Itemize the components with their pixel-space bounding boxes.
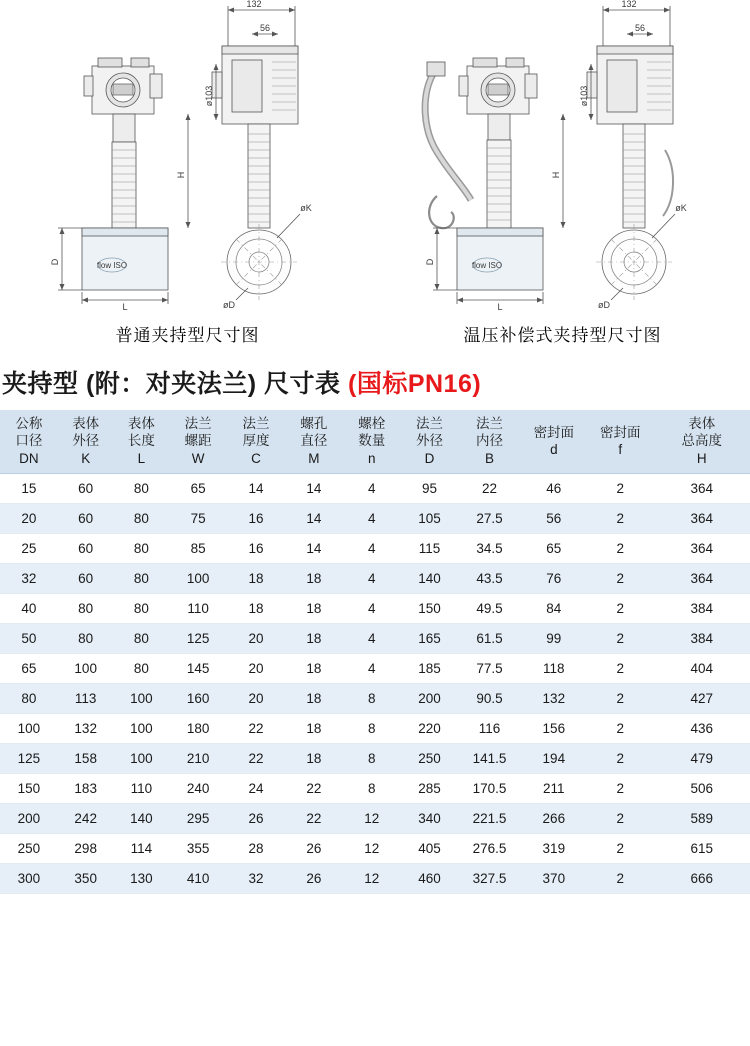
cell-seal-d: 56 (521, 503, 587, 533)
table-row (0, 533, 750, 563)
cell-w: 210 (169, 743, 227, 773)
cell-h: 384 (653, 623, 750, 653)
cell-c: 22 (227, 713, 285, 743)
cell-w: 145 (169, 653, 227, 683)
column-header-b: 法兰 内径 B (458, 410, 520, 473)
cell-k: 132 (58, 713, 114, 743)
cell-dn: 65 (0, 653, 58, 683)
cell-n: 4 (343, 473, 401, 503)
cell-h: 364 (653, 533, 750, 563)
label-phi103-left: ø103 (204, 85, 214, 107)
cell-k: 80 (58, 623, 114, 653)
cell-b: 276.5 (458, 833, 520, 863)
cell-dn: 50 (0, 623, 58, 653)
table-row (0, 833, 750, 863)
cell-d: 185 (401, 653, 459, 683)
cell-seal-f: 2 (587, 803, 653, 833)
cell-c: 32 (227, 863, 285, 893)
cell-l: 80 (114, 653, 170, 683)
cell-h: 506 (653, 773, 750, 803)
column-header-dn: 公称 口径 DN (0, 410, 58, 473)
cell-seal-f: 2 (587, 563, 653, 593)
cell-l: 100 (114, 713, 170, 743)
cell-k: 80 (58, 593, 114, 623)
cell-n: 8 (343, 683, 401, 713)
cell-m: 18 (285, 713, 343, 743)
column-header-d: 法兰 外径 D (401, 410, 459, 473)
cell-b: 170.5 (458, 773, 520, 803)
cell-d: 285 (401, 773, 459, 803)
column-header-seal-f: 密封面 f (587, 410, 653, 473)
cell-m: 18 (285, 563, 343, 593)
cell-dn: 40 (0, 593, 58, 623)
cell-m: 18 (285, 653, 343, 683)
column-header-l: 表体 长度 L (114, 410, 170, 473)
cell-b: 221.5 (458, 803, 520, 833)
cell-c: 16 (227, 533, 285, 563)
cell-l: 130 (114, 863, 170, 893)
cell-b: 116 (458, 713, 520, 743)
cell-c: 22 (227, 743, 285, 773)
cell-n: 4 (343, 503, 401, 533)
cell-k: 298 (58, 833, 114, 863)
cell-l: 140 (114, 803, 170, 833)
label-height-right: H (551, 171, 561, 179)
cell-m: 14 (285, 473, 343, 503)
table-title (0, 358, 750, 410)
cell-c: 26 (227, 803, 285, 833)
cell-dn: 15 (0, 473, 58, 503)
cell-h: 666 (653, 863, 750, 893)
cell-m: 22 (285, 803, 343, 833)
column-header-m: 螺孔 直径 M (285, 410, 343, 473)
cell-m: 26 (285, 833, 343, 863)
table-row (0, 503, 750, 533)
table-row (0, 593, 750, 623)
cell-d: 340 (401, 803, 459, 833)
cell-w: 240 (169, 773, 227, 803)
cell-dn: 300 (0, 863, 58, 893)
cell-dn: 200 (0, 803, 58, 833)
cell-c: 20 (227, 683, 285, 713)
table-title-main: 夹持型 (附：对夹法兰) 尺寸表 (2, 370, 348, 398)
cell-w: 65 (169, 473, 227, 503)
table-row (0, 683, 750, 713)
cell-dn: 150 (0, 773, 58, 803)
cell-m: 18 (285, 593, 343, 623)
column-header-total-height: 表体 总高度 H (653, 410, 750, 473)
drawing-compensated-clamp (375, 0, 750, 358)
cell-b: 27.5 (458, 503, 520, 533)
table-row (0, 653, 750, 683)
cell-dn: 80 (0, 683, 58, 713)
cell-c: 28 (227, 833, 285, 863)
cell-seal-f: 2 (587, 863, 653, 893)
label-body-l-right: L (497, 302, 503, 312)
cell-l: 80 (114, 593, 170, 623)
table-row (0, 803, 750, 833)
cell-w: 110 (169, 593, 227, 623)
cell-seal-d: 132 (521, 683, 587, 713)
cell-seal-f: 2 (587, 473, 653, 503)
cell-w: 160 (169, 683, 227, 713)
cell-dn: 32 (0, 563, 58, 593)
cell-seal-d: 211 (521, 773, 587, 803)
cell-n: 12 (343, 833, 401, 863)
cell-k: 60 (58, 533, 114, 563)
label-phi103-right: ø103 (579, 85, 589, 107)
cell-seal-f: 2 (587, 773, 653, 803)
cell-h: 404 (653, 653, 750, 683)
label-body-d-left: D (50, 258, 60, 266)
table-title-highlight: (国标PN16) (348, 370, 482, 398)
cell-seal-d: 99 (521, 623, 587, 653)
table-row (0, 563, 750, 593)
cell-n: 4 (343, 533, 401, 563)
cell-m: 18 (285, 683, 343, 713)
cell-seal-d: 194 (521, 743, 587, 773)
cell-d: 405 (401, 833, 459, 863)
cell-h: 589 (653, 803, 750, 833)
column-header-n: 螺栓 数量 n (343, 410, 401, 473)
cell-dn: 125 (0, 743, 58, 773)
cell-b: 34.5 (458, 533, 520, 563)
table-row (0, 473, 750, 503)
cell-b: 327.5 (458, 863, 520, 893)
cell-w: 85 (169, 533, 227, 563)
cell-seal-f: 2 (587, 743, 653, 773)
column-header-c: 法兰 厚度 C (227, 410, 285, 473)
cell-seal-d: 370 (521, 863, 587, 893)
cell-k: 350 (58, 863, 114, 893)
cell-b: 49.5 (458, 593, 520, 623)
column-header-k: 表体 外径 K (58, 410, 114, 473)
cell-m: 14 (285, 533, 343, 563)
ordinary-clamp-svg (0, 0, 375, 330)
table-row (0, 863, 750, 893)
cell-h: 615 (653, 833, 750, 863)
cell-d: 220 (401, 713, 459, 743)
cell-n: 4 (343, 563, 401, 593)
cell-l: 80 (114, 503, 170, 533)
cell-m: 26 (285, 863, 343, 893)
cell-seal-d: 156 (521, 713, 587, 743)
label-body-d-right: D (425, 258, 435, 266)
cell-n: 12 (343, 863, 401, 893)
cell-d: 150 (401, 593, 459, 623)
cell-c: 24 (227, 773, 285, 803)
cell-m: 18 (285, 623, 343, 653)
cell-h: 384 (653, 593, 750, 623)
table-row (0, 713, 750, 743)
label-inner-width-left: 56 (259, 23, 271, 33)
cell-k: 242 (58, 803, 114, 833)
cell-seal-d: 76 (521, 563, 587, 593)
cell-m: 18 (285, 743, 343, 773)
cell-m: 14 (285, 503, 343, 533)
cell-l: 100 (114, 743, 170, 773)
cell-h: 364 (653, 503, 750, 533)
cell-l: 110 (114, 773, 170, 803)
cell-n: 12 (343, 803, 401, 833)
cell-n: 4 (343, 653, 401, 683)
label-body-l-left: L (122, 302, 128, 312)
label-top-width-right: 132 (621, 0, 637, 9)
drawing-section (0, 0, 750, 358)
label-brand-right: flow ISO (471, 261, 503, 270)
cell-seal-d: 84 (521, 593, 587, 623)
cell-l: 80 (114, 563, 170, 593)
caption-ordinary-clamp: 普通夹持型尺寸图 (115, 326, 260, 345)
table-head (0, 410, 750, 473)
cell-b: 22 (458, 473, 520, 503)
cell-d: 115 (401, 533, 459, 563)
cell-seal-d: 118 (521, 653, 587, 683)
cell-w: 180 (169, 713, 227, 743)
label-bore-left: øD (223, 300, 235, 310)
cell-seal-d: 266 (521, 803, 587, 833)
column-header-seal-d: 密封面 d (521, 410, 587, 473)
cell-dn: 25 (0, 533, 58, 563)
cell-seal-d: 46 (521, 473, 587, 503)
cell-n: 8 (343, 713, 401, 743)
cell-dn: 20 (0, 503, 58, 533)
cell-l: 80 (114, 533, 170, 563)
label-bore-right: øD (598, 300, 610, 310)
cell-d: 95 (401, 473, 459, 503)
cell-d: 200 (401, 683, 459, 713)
cell-n: 4 (343, 623, 401, 653)
cell-k: 183 (58, 773, 114, 803)
table-row (0, 623, 750, 653)
column-header-w: 法兰 螺距 W (169, 410, 227, 473)
cell-seal-f: 2 (587, 833, 653, 863)
label-bolt-circle-right: øK (675, 203, 687, 213)
cell-k: 100 (58, 653, 114, 683)
cell-seal-f: 2 (587, 623, 653, 653)
cell-k: 60 (58, 503, 114, 533)
drawing-ordinary-clamp (0, 0, 375, 358)
label-bolt-circle-left: øK (300, 203, 312, 213)
cell-n: 8 (343, 773, 401, 803)
cell-k: 60 (58, 563, 114, 593)
cell-w: 75 (169, 503, 227, 533)
cell-m: 22 (285, 773, 343, 803)
cell-b: 61.5 (458, 623, 520, 653)
table-row (0, 773, 750, 803)
cell-c: 16 (227, 503, 285, 533)
table-row (0, 743, 750, 773)
table-header-row (0, 410, 750, 473)
cell-h: 427 (653, 683, 750, 713)
cell-seal-d: 65 (521, 533, 587, 563)
cell-d: 105 (401, 503, 459, 533)
cell-b: 77.5 (458, 653, 520, 683)
table-body (0, 473, 750, 893)
cell-c: 14 (227, 473, 285, 503)
cell-k: 60 (58, 473, 114, 503)
cell-seal-f: 2 (587, 683, 653, 713)
cell-h: 436 (653, 713, 750, 743)
cell-seal-f: 2 (587, 533, 653, 563)
cell-w: 355 (169, 833, 227, 863)
cell-b: 90.5 (458, 683, 520, 713)
cell-k: 158 (58, 743, 114, 773)
cell-b: 141.5 (458, 743, 520, 773)
label-height-left: H (176, 171, 186, 179)
cell-h: 479 (653, 743, 750, 773)
cell-seal-f: 2 (587, 593, 653, 623)
cell-c: 18 (227, 593, 285, 623)
cell-dn: 250 (0, 833, 58, 863)
cell-d: 140 (401, 563, 459, 593)
cell-n: 8 (343, 743, 401, 773)
cell-seal-d: 319 (521, 833, 587, 863)
cell-n: 4 (343, 593, 401, 623)
caption-compensated-clamp: 温压补偿式夹持型尺寸图 (463, 326, 662, 345)
cell-w: 295 (169, 803, 227, 833)
cell-h: 364 (653, 563, 750, 593)
cell-seal-f: 2 (587, 503, 653, 533)
cell-c: 20 (227, 653, 285, 683)
cell-c: 18 (227, 563, 285, 593)
label-inner-width-right: 56 (634, 23, 646, 33)
cell-l: 100 (114, 683, 170, 713)
cell-d: 460 (401, 863, 459, 893)
cell-l: 114 (114, 833, 170, 863)
cell-dn: 100 (0, 713, 58, 743)
cell-b: 43.5 (458, 563, 520, 593)
cell-k: 113 (58, 683, 114, 713)
cell-d: 165 (401, 623, 459, 653)
cell-w: 410 (169, 863, 227, 893)
compensated-clamp-svg (375, 0, 750, 330)
label-brand-left: flow ISO (96, 261, 128, 270)
cell-l: 80 (114, 623, 170, 653)
cell-c: 20 (227, 623, 285, 653)
cell-h: 364 (653, 473, 750, 503)
cell-w: 125 (169, 623, 227, 653)
cell-seal-f: 2 (587, 713, 653, 743)
cell-w: 100 (169, 563, 227, 593)
label-top-width-left: 132 (246, 0, 262, 9)
cell-seal-f: 2 (587, 653, 653, 683)
dimension-table (0, 410, 750, 894)
cell-l: 80 (114, 473, 170, 503)
cell-d: 250 (401, 743, 459, 773)
